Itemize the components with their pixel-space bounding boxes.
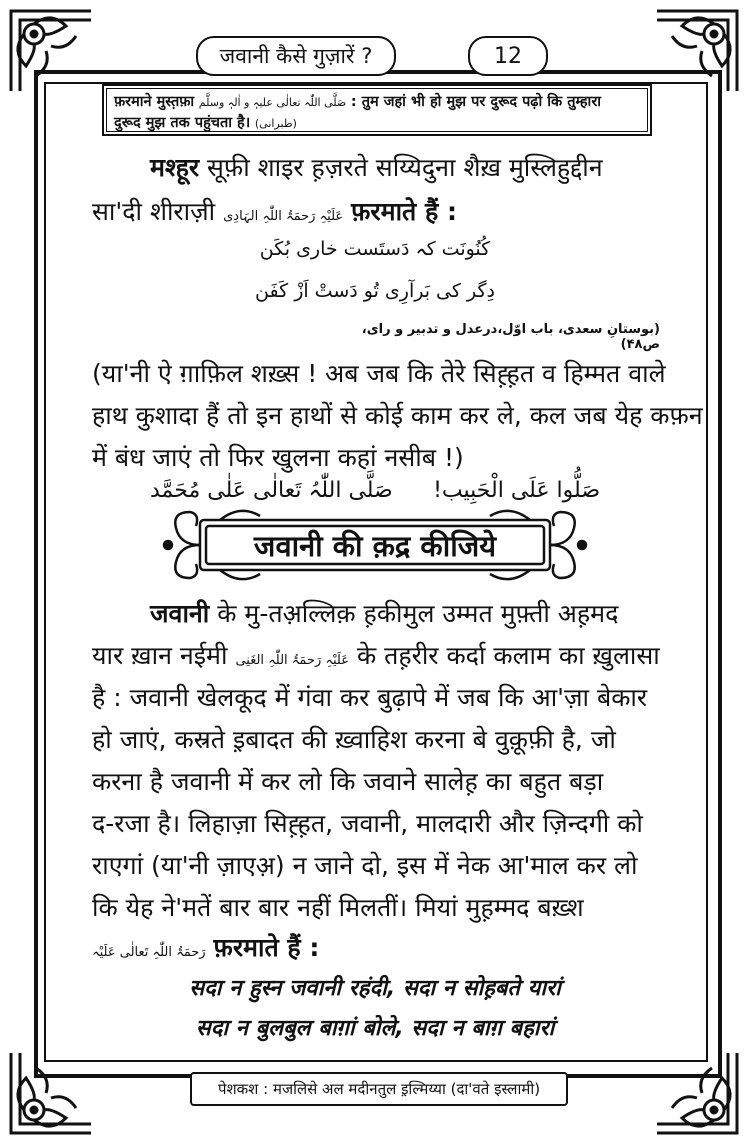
section-honorific: عَلَیْہِ رَحمَۃُ اللّٰہِ الغَنِی: [235, 653, 349, 668]
section-line-4: हो जाएं, कस्रते इ़बादत की ख़्वाहिश करना बे वुक़ूफ़ी है, जो: [92, 725, 616, 754]
section-honorific-2: رَحمَۃُ اللّٰہِ تَعالٰی عَلَیْہ: [92, 945, 206, 960]
corner-ornament-bottom-left: [6, 1048, 96, 1138]
publisher-footer: पेशकश : मजलिसे अल मदीनतुल इ़ल्मिय्या (दा'वते इस्लामी): [190, 1072, 568, 1106]
durood-right: صَلُّوا عَلَی الْحَبِیب!: [433, 478, 600, 503]
hadith-line-2: [114, 113, 640, 134]
hadith-text-2: दुरूद मुझ तक पहुंचता है।: [114, 115, 251, 131]
section-line-3: है : जवानी खेलकूद में गंवा कर बुढ़ापे में जब कि आ'ज़ा बेकार: [92, 683, 648, 712]
section-heading-frame: [160, 498, 590, 592]
intro-bold-word: मश्हूर: [150, 153, 200, 182]
section-line-5: करना है जवानी में कर लो कि जवाने सालेह़ का बहुत बड़ा: [92, 767, 604, 796]
translation-line-3: में बंध जाएं तो फिर खुलना कहां नसीब !): [92, 443, 464, 472]
hadith-salutation: صَلَّی اللّٰہ تعالٰی علیہٖ و اٰلہٖ وسلَّم: [198, 96, 347, 109]
book-title: जवानी कैसे गुज़ारें ?: [196, 36, 396, 76]
section-text-2b: के तह़रीर कर्दा कलाम का ख़ुलासा: [356, 641, 660, 670]
hadith-line-1: [114, 92, 640, 113]
corner-ornament-top-left: [6, 6, 96, 96]
intro-line-1: [92, 150, 658, 184]
persian-poem-line-1: کُنُونَت کہ دَستَست خاری بُکَن: [259, 238, 491, 260]
section-line-7: राएगां (या'नी ज़ाएअ़) न जाने दो, इस में नेक आ'माल कर लो: [92, 851, 638, 880]
intro-text-2a: सा'दी शीराज़ी: [92, 197, 216, 226]
section-line-9: [92, 930, 658, 964]
section-line-6: द-रजा है। लिहाज़ा सिह़्ह़त, जवानी, मालदारी और ज़िन्दगी को: [92, 809, 643, 838]
hadith-source: (طبرانی): [254, 117, 297, 130]
persian-poem-reference: (بوستانِ سعدی، باب اوّل،درعدل و تدبیر و رای، ص۴۸): [361, 322, 660, 352]
translation-line-1: (या'नी ऐ ग़ाफ़िल शख़्स ! अब जब कि तेरे सिह़्ह़त व हिम्मत वाले: [92, 359, 666, 388]
intro-line-2: [92, 194, 658, 228]
punjabi-poem-line-1: सदा न हुस्न जवानी रहंदी, सदा न सोह़बते यारां: [189, 976, 561, 1001]
intro-text-2b: फ़रमाते हैं :: [351, 197, 457, 226]
hadith-text-1: : तुम जहां भी हो मुझ पर दुरूद पढ़ो कि तुम्हारा: [350, 94, 602, 110]
section-line-8: कि येह ने'मतें बार बार नहीं मिलतीं। मियां मुह़म्मद बख़्श: [92, 893, 584, 922]
intro-honorific: عَلَیْہِ رَحمَۃُ اللّٰہِ الہَادِی: [223, 209, 344, 224]
section-text-2a: यार ख़ान नईमी: [92, 641, 228, 670]
hadith-prefix: फ़रमाने मुस्त़फ़ा: [114, 94, 195, 110]
corner-ornament-top-right: [652, 6, 742, 96]
page-number: 12: [468, 36, 548, 76]
punjabi-poem-line-2: सदा न बुलबुल बाग़ां बोले, सदा न बाग़ बहारां: [195, 1016, 555, 1041]
section-line-2: [92, 638, 658, 672]
section-line-1: [92, 596, 658, 630]
section-heading: जवानी की क़द्र कीजिये: [253, 528, 497, 563]
persian-poem-line-2: دِگر کی بَرآرِی تُو دَستْ اَزْ کَفَن: [255, 280, 495, 302]
section-bold-word: जवानी: [150, 599, 210, 628]
intro-text-1: सूफ़ी शाइर ह़ज़रते सय्यिदुना शैख़ मुस्लिहुद्दीन: [199, 153, 603, 182]
section-text-1: के मु-तअ़ल्लिक़ ह़कीमुल उम्मत मुफ़्ती अह़मद: [209, 599, 619, 628]
hadith-box: [102, 84, 652, 136]
durood-left: صَلَّی اللّٰہُ تَعالٰی عَلٰی مُحَمَّد: [150, 478, 393, 503]
translation-line-2: हाथ कुशादा हैं तो इन हाथों से कोई काम कर ले, कल जब येह कफ़न: [92, 401, 703, 430]
corner-ornament-bottom-right: [652, 1048, 742, 1138]
section-text-9: फ़रमाते हैं :: [213, 933, 320, 962]
